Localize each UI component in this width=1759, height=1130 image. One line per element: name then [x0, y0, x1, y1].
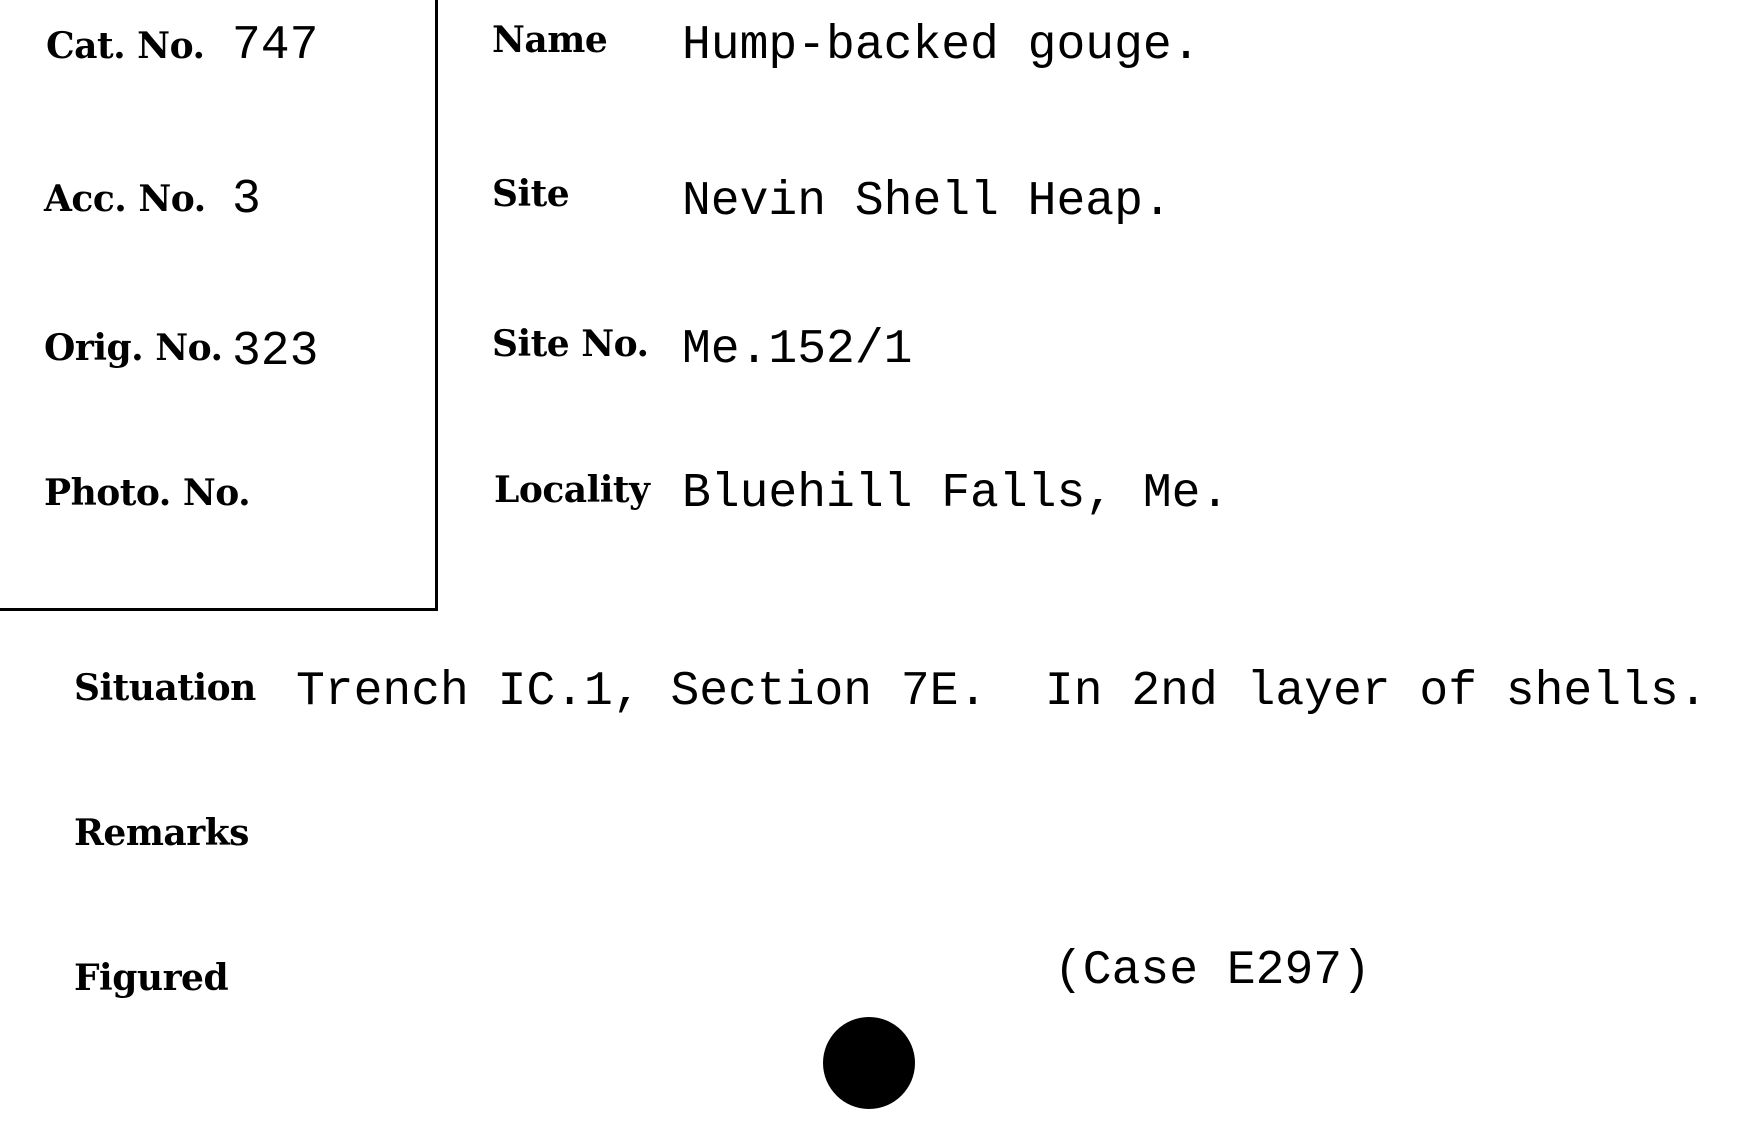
orig-no-value: 323	[232, 325, 319, 379]
name-label: Name	[492, 19, 608, 61]
punch-hole	[823, 1017, 915, 1109]
site-no-value: Me.152/1	[682, 323, 913, 377]
situation-value: Trench IC.1, Section 7E. In 2nd layer of shells.	[296, 665, 1708, 719]
situation-label: Situation	[74, 667, 256, 709]
case-number: (Case E297)	[1054, 944, 1371, 998]
site-label: Site	[492, 173, 570, 215]
site-no-label: Site No.	[492, 323, 649, 365]
cat-no-value: 747	[232, 19, 319, 73]
cat-no-label: Cat. No.	[46, 25, 205, 67]
orig-no-label: Orig. No.	[44, 327, 223, 369]
locality-label: Locality	[494, 469, 650, 511]
photo-no-label: Photo. No.	[44, 472, 251, 514]
site-value: Nevin Shell Heap.	[682, 175, 1172, 229]
name-value: Hump-backed gouge.	[682, 19, 1201, 73]
acc-no-label: Acc. No.	[44, 178, 206, 220]
figured-label: Figured	[74, 957, 229, 999]
catalog-id-box	[0, 0, 438, 611]
locality-value: Bluehill Falls, Me.	[682, 467, 1230, 521]
acc-no-value: 3	[232, 173, 261, 227]
remarks-label: Remarks	[74, 812, 249, 854]
